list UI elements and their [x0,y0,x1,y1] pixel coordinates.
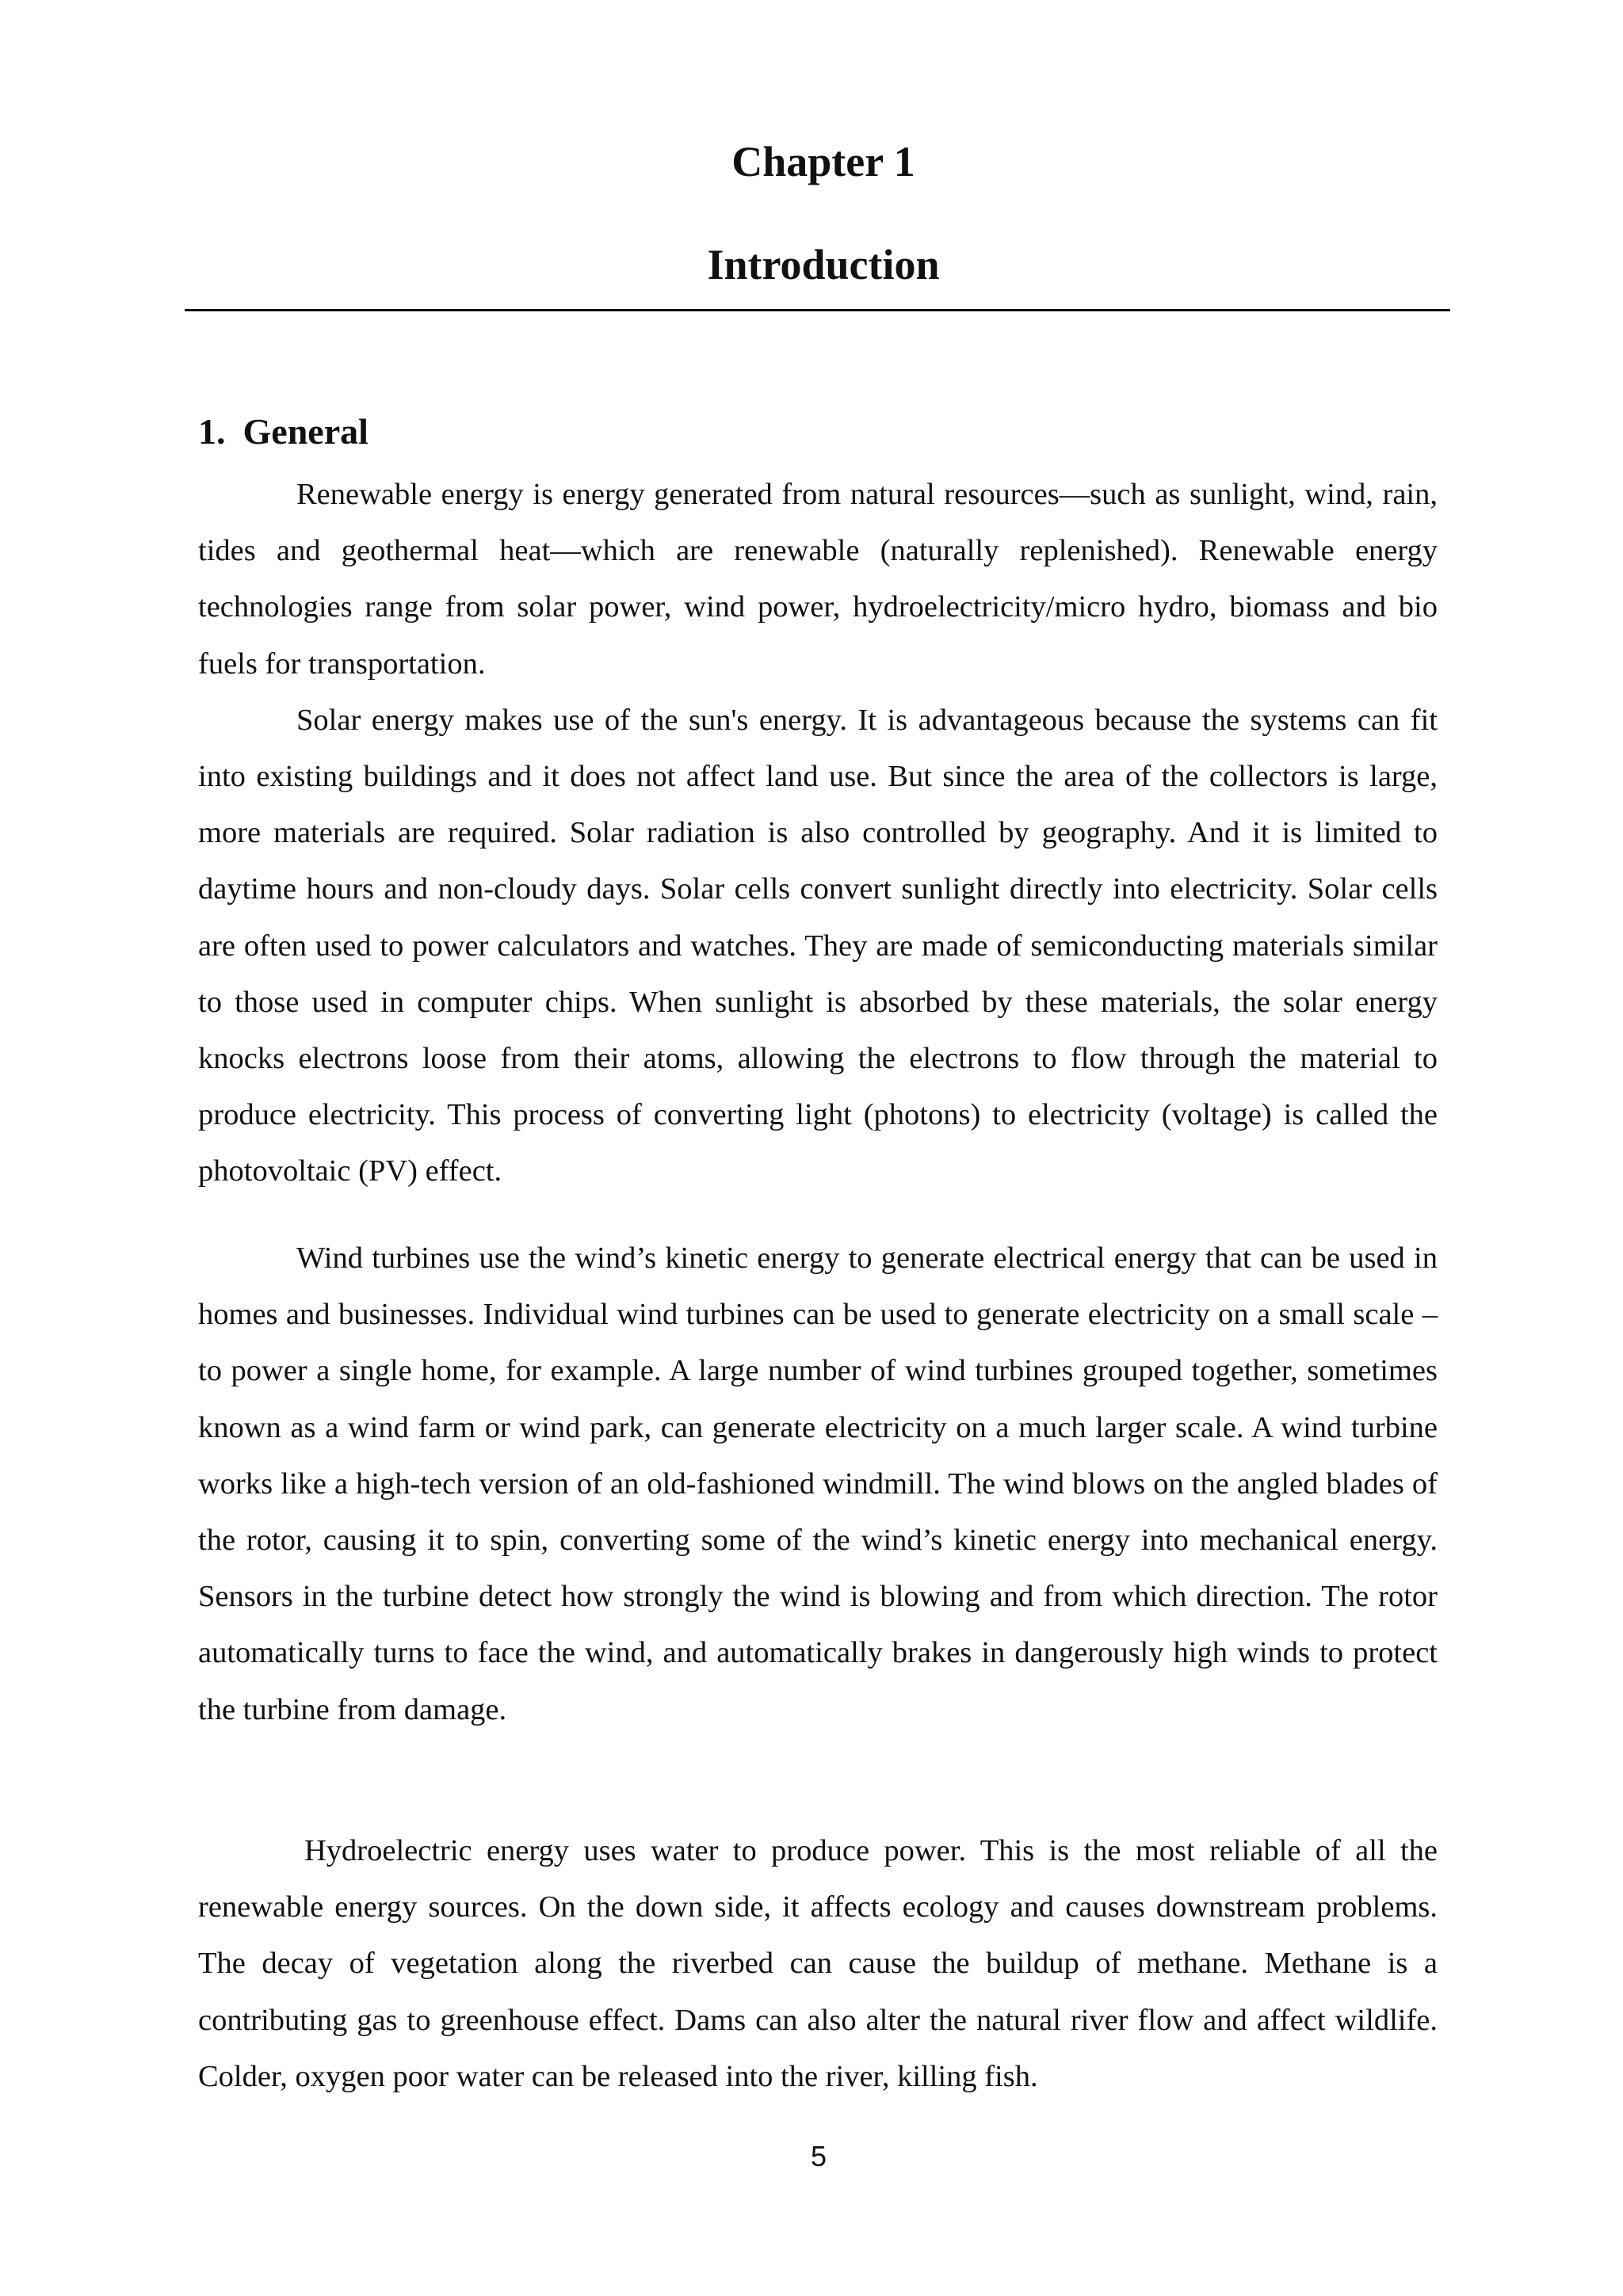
chapter-divider [185,309,1450,311]
section-title: General [242,411,369,452]
body-text-block [198,1230,1438,1738]
chapter-label: Chapter 1 [731,138,915,185]
section-heading [198,408,369,456]
paragraph-solar-energy: Solar energy makes use of the sun's energy. It is advantageous because the systems can fit into existing buildings and it does not affect land use. But since the area of the collectors is large, more materials are required. Solar radiation is also controlled by geography. And it is limited to daytime hours and non-cloudy days. Solar cells convert sunlight directly into electricity. Solar cells are often used to power calculators and watches. They are made of semiconducting materials similar to those used in computer chips. When sunlight is absorbed by these materials, the solar energy knocks electrons loose from their atoms, allowing the electrons to flow through the material to produce electricity. This process of converting light (photons) to electricity (voltage) is called the photovoltaic (PV) effect. [198,703,1438,1188]
chapter-title: Introduction [707,241,940,288]
paragraph-wind-energy: Wind turbines use the wind’s kinetic energy to generate electrical energy that can be used in homes and businesses. Individual wind turbines can be used to generate electricity on a small scale – to power a single home, for example. A large number of wind turbines grouped together, sometimes known as a wind farm or wind park, can generate electricity on a much larger scale. A wind turbine works like a high-tech version of an old-fashioned windmill. The wind blows on the angled blades of the rotor, causing it to spin, converting some of the wind’s kinetic energy into mechanical energy. Sensors in the turbine detect how strongly the wind is blowing and from which direction. The rotor automatically turns to face the wind, and automatically brakes in dangerously high winds to protect the turbine from damage. [198,1241,1438,1726]
paragraph-hydroelectric-energy: Hydroelectric energy uses water to produce power. This is the most reliable of all the renewable energy sources. On the down side, it affects ecology and causes downstream problems. The decay of vegetation along the riverbed can cause the buildup of methane. Methane is a contributing gas to greenhouse effect. Dams can also alter the natural river flow and affect wildlife. Colder, oxygen poor water can be released into the river, killing fish. [198,1834,1438,2093]
body-text-block [198,1823,1438,2105]
body-text-block [198,467,1438,1200]
paragraph-renewable-energy: Renewable energy is energy generated from natural resources—such as sunlight, wind, rain, tides and geothermal heat—which are renewable (naturally replenished). Renewable energy technologies range from solar power, wind power, hydroelectricity/micro hydro, biomass and bio fuels for transportation. [198,478,1438,681]
section-number: 1. [198,411,226,452]
page-number: 5 [810,2140,827,2172]
